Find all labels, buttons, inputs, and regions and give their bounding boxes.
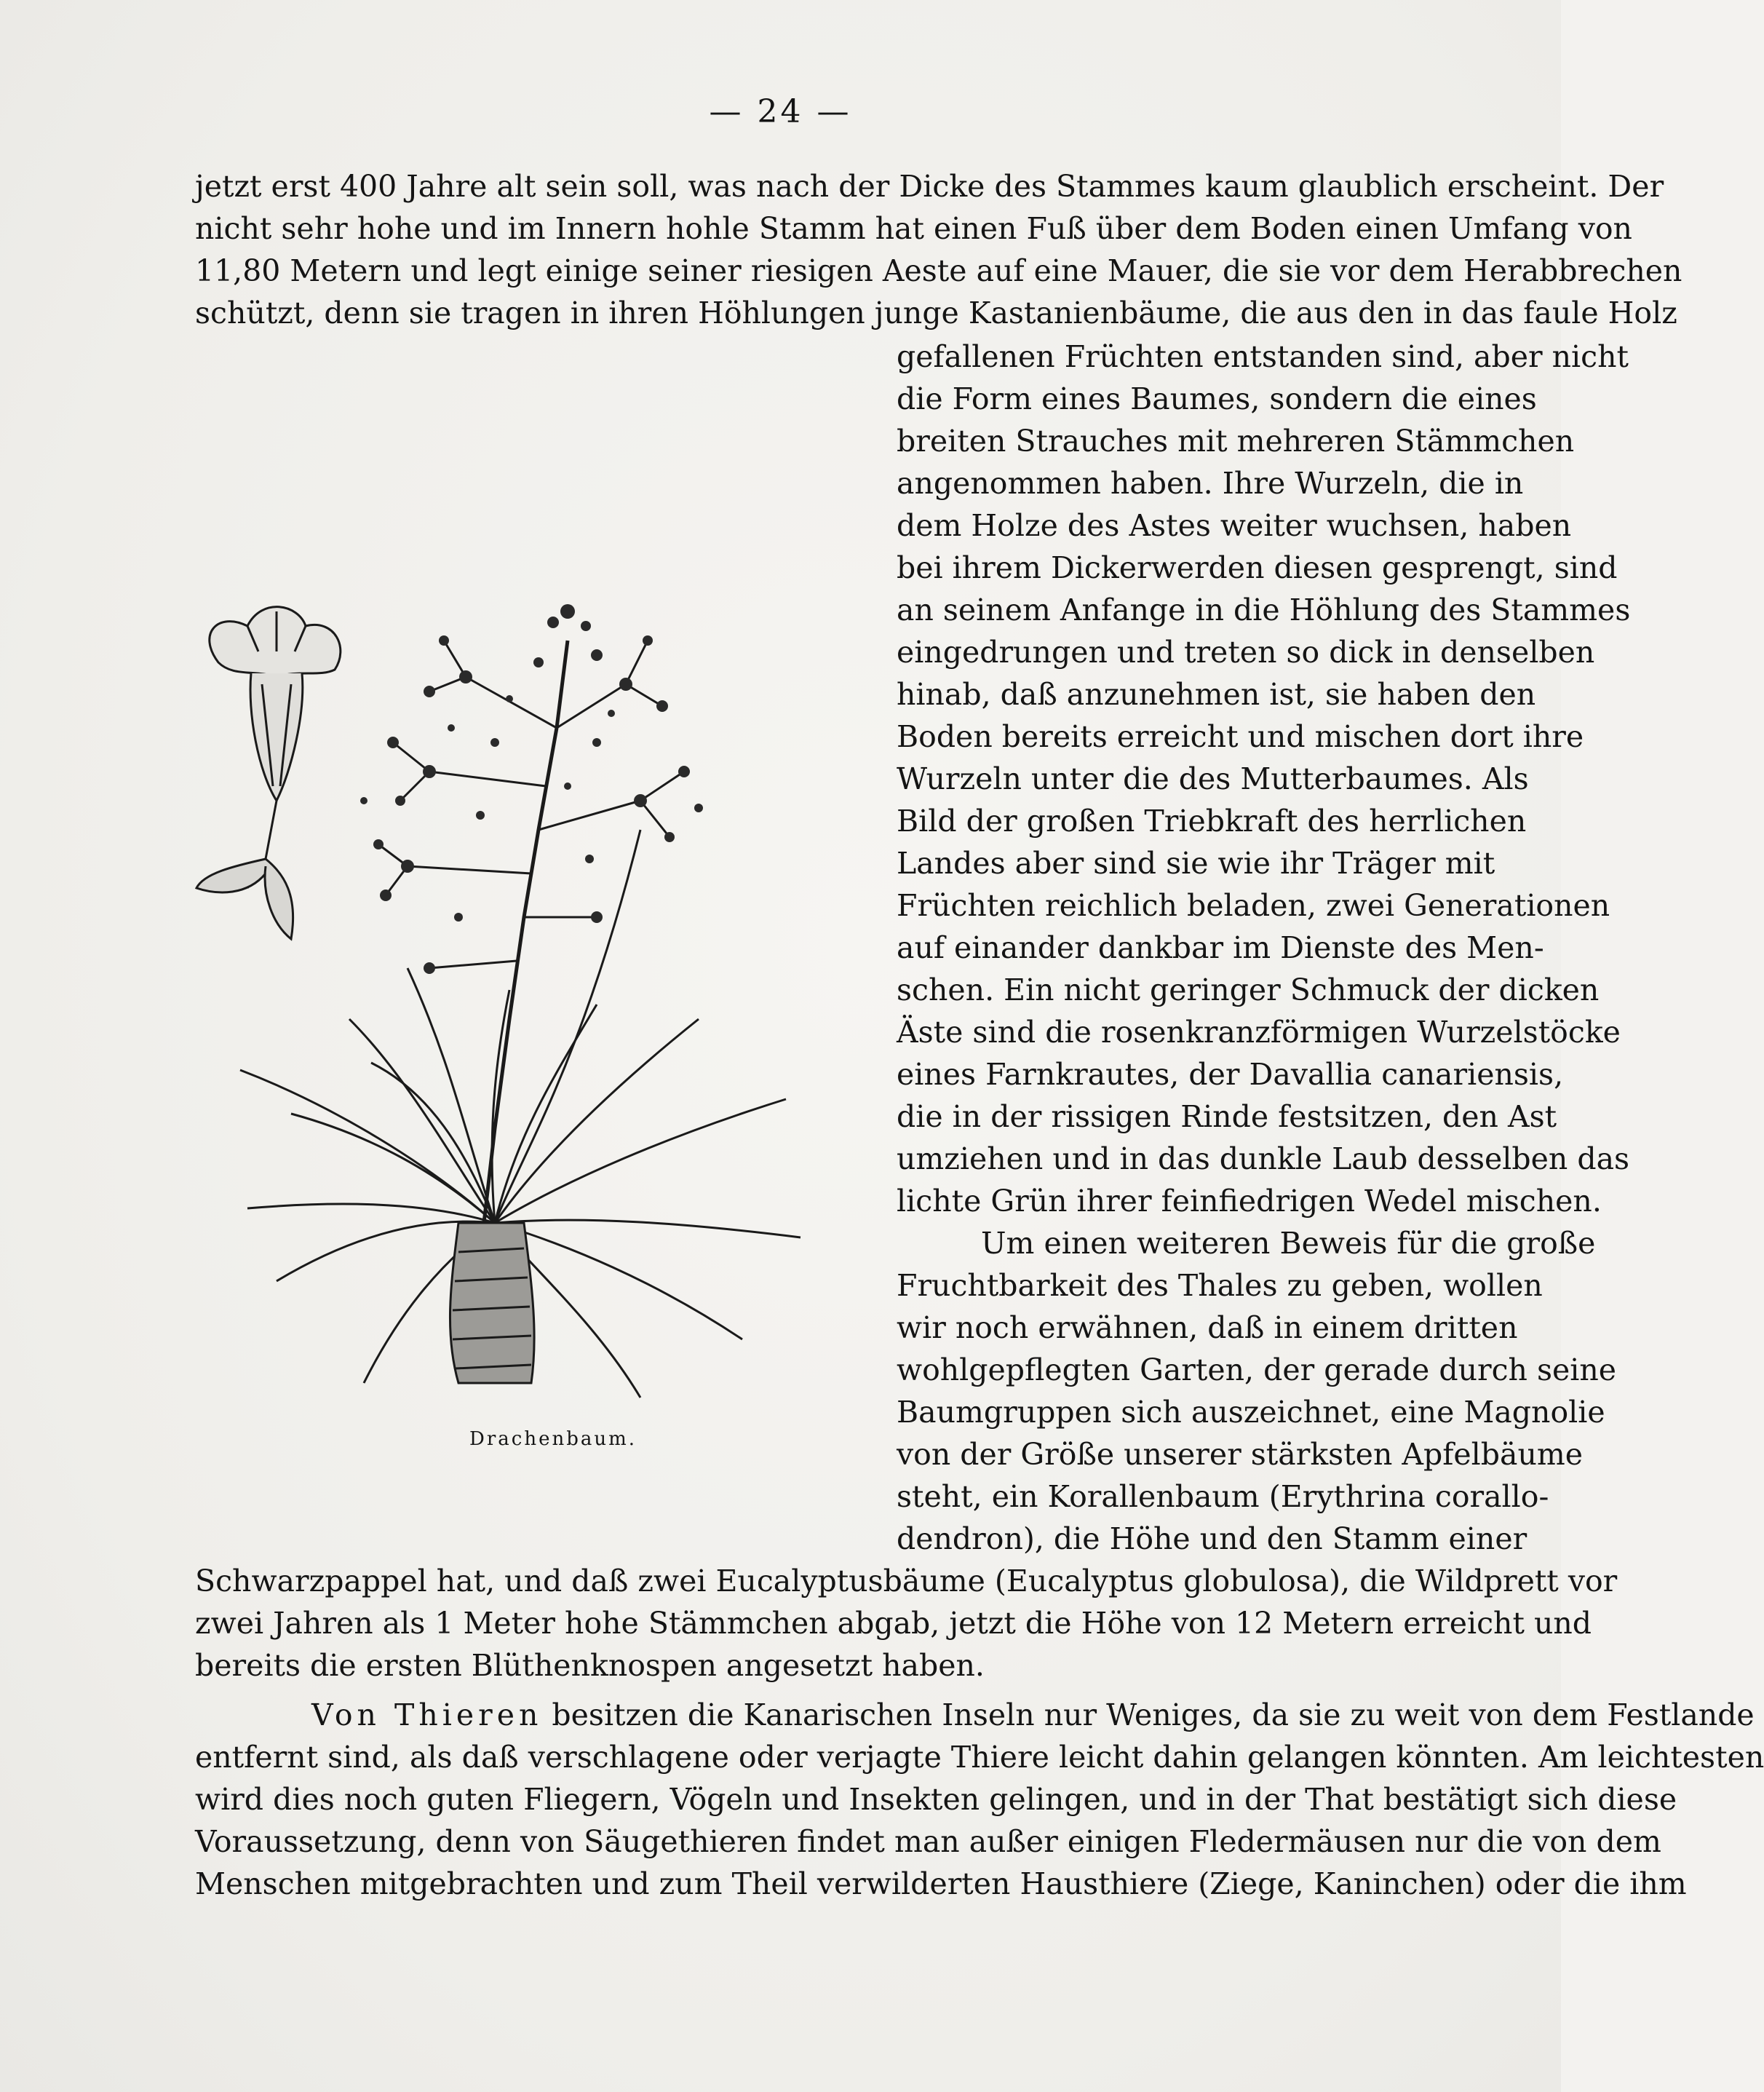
text-line: wird dies noch guten Fliegern, Vögeln und Insekten gelingen, und in der That bestätigt sich diese [195,1782,1677,1817]
text-line: eingedrungen und treten so dick in denselben [897,635,1595,670]
text-line: breiten Strauches mit mehreren Stämmchen [897,424,1575,459]
trunk-icon [450,1223,534,1383]
text-line: schen. Ein nicht geringer Schmuck der dicken [897,972,1600,1007]
text-line: die in der rissigen Rinde festsitzen, den Ast [897,1099,1557,1134]
dragon-tree-illustration [189,364,888,1412]
text-line: gefallenen Früchten entstanden sind, aber nicht [897,339,1629,374]
illustration-caption: Drachenbaum. [469,1428,637,1450]
text-line: Schwarzpappel hat, und daß zwei Eucalyptusbäume (Eucalyptus globulosa), die Wildprett vor [195,1564,1618,1598]
text-line: hinab, daß anzunehmen ist, sie haben den [897,677,1536,712]
text-line: bei ihrem Dickerwerden diesen gesprengt, sind [897,550,1618,585]
text-line: dem Holze des Astes weiter wuchsen, haben [897,508,1572,543]
text-line: dendron), die Höhe und den Stamm einer [897,1521,1527,1556]
text-line: zwei Jahren als 1 Meter hohe Stämmchen abgab, jetzt die Höhe von 12 Metern erreicht und [195,1606,1592,1641]
text-span: besitzen die Kanarischen Inseln nur Weniges, da sie zu weit von dem Festlande [542,1697,1755,1732]
flower-detail-icon [196,607,341,939]
text-line: die Form eines Baumes, sondern die eines [897,381,1537,416]
text-line: auf einander dankbar im Dienste des Men- [897,930,1544,965]
text-line [311,1695,1755,1735]
text-line: wir noch erwähnen, daß in einem dritten [897,1310,1518,1345]
text-line: Früchten reichlich beladen, zwei Generationen [897,888,1610,923]
text-line: eines Farnkrautes, der Davallia canariensis, [897,1057,1564,1092]
text-line: entfernt sind, als daß verschlagene oder verjagte Thiere leicht dahin gelangen könnten. Am leichtesten [195,1740,1764,1775]
text-line: von der Größe unserer stärksten Apfelbäume [897,1437,1584,1472]
text-line: Menschen mitgebrachten und zum Theil verwilderten Hausthiere (Ziege, Kaninchen) oder die ihm [195,1866,1687,1901]
text-line: lichte Grün ihrer feinfiedrigen Wedel mischen. [897,1184,1602,1219]
text-line: Voraussetzung, denn von Säugethieren findet man außer einigen Fledermäusen nur die von dem [195,1824,1661,1859]
text-line: 11,80 Metern und legt einige seiner riesigen Aeste auf eine Mauer, die sie vor dem Herabbrechen [195,253,1682,288]
text-line: Landes aber sind sie wie ihr Träger mit [897,846,1495,881]
text-line: Bild der großen Triebkraft des herrlichen [897,804,1527,839]
text-line: an seinem Anfange in die Höhlung des Stammes [897,593,1631,627]
text-line: Um einen weiteren Beweis für die große [981,1226,1596,1261]
text-line: bereits die ersten Blüthenknospen angesetzt haben. [195,1648,985,1683]
text-line: jetzt erst 400 Jahre alt sein soll, was nach der Dicke des Stammes kaum glaublich erscheint. Der [195,169,1664,204]
text-line: angenommen haben. Ihre Wurzeln, die in [897,466,1524,501]
text-line: Baumgruppen sich auszeichnet, eine Magnolie [897,1395,1605,1430]
page-number: — 24 — [709,93,852,130]
text-line: schützt, denn sie tragen in ihren Höhlungen junge Kastanienbäume, die aus den in das faule Holz [195,296,1677,330]
flower-stalk-icon [378,641,684,1223]
text-line: Äste sind die rosenkranzförmigen Wurzelstöcke [897,1015,1621,1050]
text-line: umziehen und in das dunkle Laub desselben das [897,1141,1630,1176]
text-line: wohlgepflegten Garten, der gerade durch seine [897,1352,1617,1387]
text-line: nicht sehr hohe und im Innern hohle Stamm hat einen Fuß über dem Boden einen Umfang von [195,211,1632,246]
emphasized-word: Von Thieren [311,1697,543,1732]
text-line: Wurzeln unter die des Mutterbaumes. Als [897,761,1529,796]
text-line: Boden bereits erreicht und mischen dort ihre [897,719,1584,754]
text-line: steht, ein Korallenbaum (Erythrina corallo- [897,1479,1549,1514]
text-line: Fruchtbarkeit des Thales zu geben, wollen [897,1268,1543,1303]
